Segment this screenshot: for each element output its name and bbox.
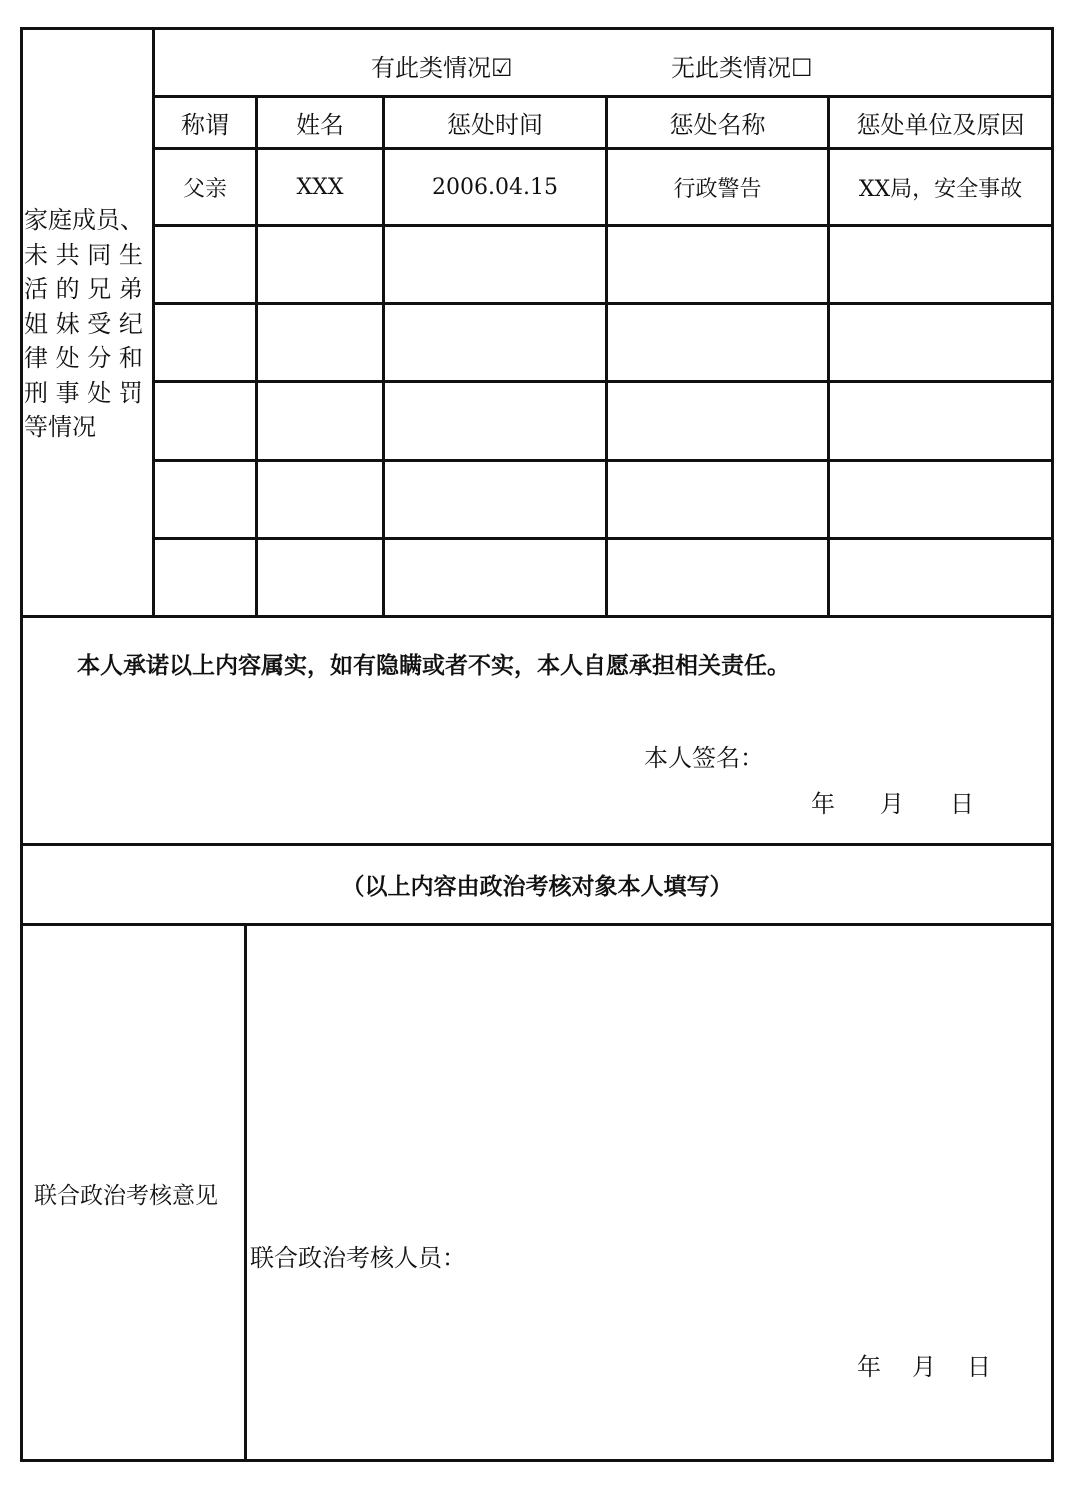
fill-note: （以上内容由政治考核对象本人填写） [341,874,733,900]
pledge-year: 年 [811,790,835,818]
row3-unit-reason[interactable] [830,305,1051,380]
header-name: 姓名 [296,111,344,139]
header-unit-reason: 惩处单位及原因 [856,111,1025,139]
border-bottom [20,1459,1054,1462]
has-case-option[interactable]: 有此类情况☑ [371,54,513,82]
signature-label: 本人签名： [644,744,764,772]
row3-time[interactable] [385,305,605,380]
row2-unit-reason[interactable] [830,227,1051,302]
border-left [20,27,23,1462]
row2-name[interactable] [258,227,382,302]
section1-bottom [20,615,1054,618]
row1-penalty[interactable]: 行政警告 [673,176,762,202]
row4-penalty[interactable] [608,383,827,459]
row6-name[interactable] [258,540,382,615]
header-penalty: 惩处名称 [669,111,766,139]
section1-label-line: 律 处 分 和 [24,344,143,372]
row5-relation[interactable] [155,462,255,537]
row2-time[interactable] [385,227,605,302]
review-month: 月 [912,1353,936,1381]
section1-label-line: 家庭成员、 [24,206,144,234]
row2-penalty[interactable] [608,227,827,302]
row6-unit-reason[interactable] [830,540,1051,615]
row6-relation[interactable] [155,540,255,615]
pledge-day: 日 [950,790,974,818]
row3-relation[interactable] [155,305,255,380]
row4-relation[interactable] [155,383,255,459]
section1-label [24,203,152,445]
note-bottom [20,923,1054,926]
row4-unit-reason[interactable] [830,383,1051,459]
border-top [20,27,1054,30]
pledge-month: 月 [880,790,904,818]
review-label: 联合政治考核意见 [34,1183,218,1209]
row1-time[interactable]: 2006.04.15 [432,174,558,200]
row1-unit-reason[interactable]: XX局，安全事故 [858,176,1023,202]
border-right [1051,27,1054,1462]
review-day: 日 [967,1353,991,1381]
section1-label-line: 刑 事 处 罚 [24,378,143,407]
row1-name[interactable]: XXX [296,174,344,200]
section1-label-line: 姐 妹 受 纪 [24,309,143,338]
review-divider [244,923,247,1462]
row6-time[interactable] [385,540,605,615]
header-relation: 称谓 [181,111,229,139]
section1-label-line: 等情况 [24,413,96,441]
row5-time[interactable] [385,462,605,537]
section1-label-line: 活 的 兄 弟 [24,275,143,303]
pledge-text: 本人承诺以上内容属实，如有隐瞒或者不实，本人自愿承担相关责任。 [77,653,790,679]
row1-relation[interactable]: 父亲 [182,176,227,202]
row5-unit-reason[interactable] [830,462,1051,537]
reviewers-label: 联合政治考核人员： [250,1244,466,1272]
row5-penalty[interactable] [608,462,827,537]
row6-penalty[interactable] [608,540,827,615]
review-year: 年 [857,1353,881,1381]
no-case-option[interactable]: 无此类情况☐ [671,54,813,82]
row3-penalty[interactable] [608,305,827,380]
section1-label-line: 未 共 同 生 [24,240,143,269]
row4-name[interactable] [258,383,382,459]
header-time: 惩处时间 [447,111,543,139]
row3-name[interactable] [258,305,382,380]
row4-time[interactable] [385,383,605,459]
row2-relation[interactable] [155,227,255,302]
row5-name[interactable] [258,462,382,537]
